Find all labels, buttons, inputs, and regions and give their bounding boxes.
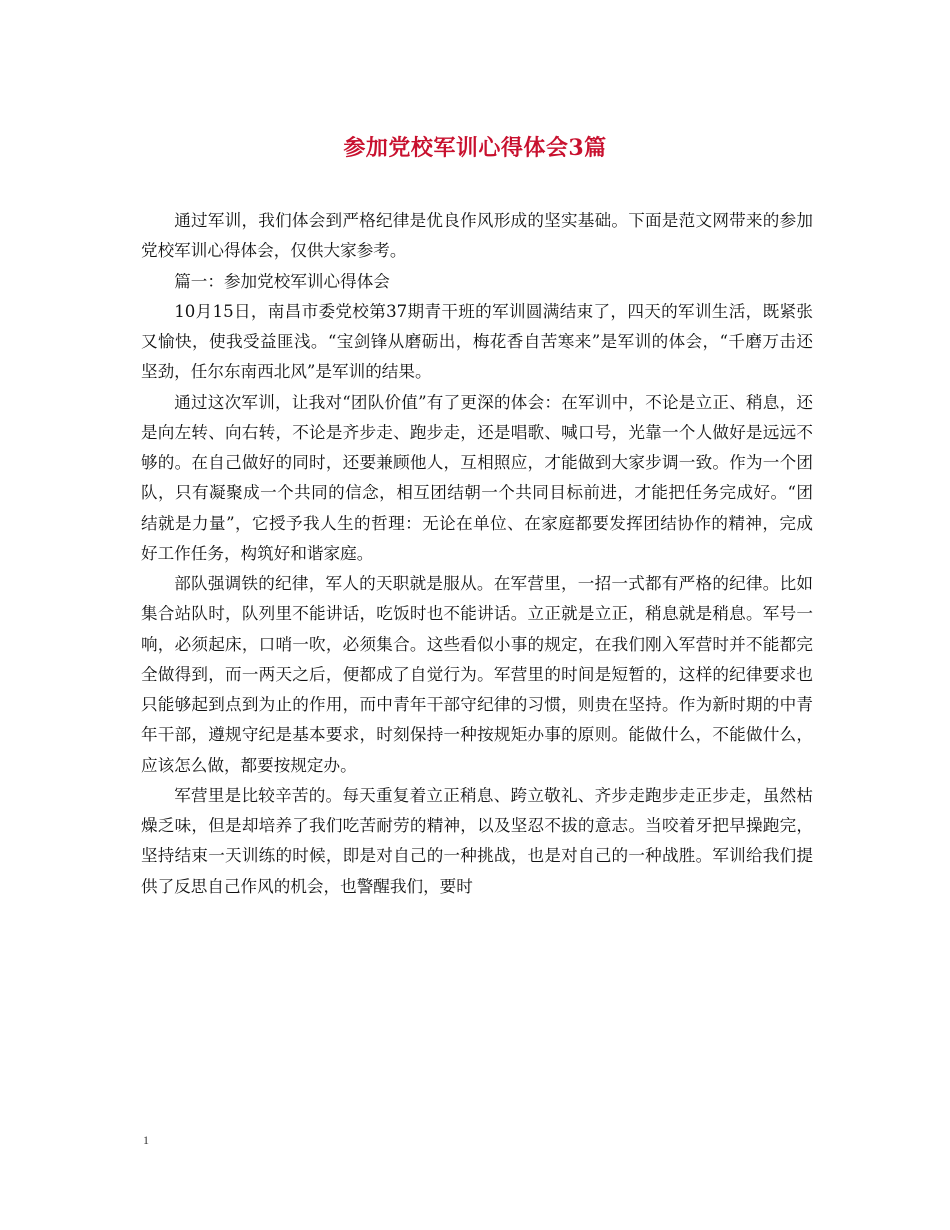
body-paragraph: 军营里是比较辛苦的。每天重复着立正稍息、跨立敬礼、齐步走跑步走正步走，虽然枯燥乏味，但是却培养了我们吃苦耐劳的精神，以及坚忍不拔的意志。当咬着牙把早操跑完，坚持结束一天训练的时候，即是对自己的一种挑战，也是对自己的一种战胜。军训给我们提供了反思自己作风的机会，也警醒我们，要时 (141, 785, 813, 896)
page-number: 1 (143, 1133, 149, 1147)
section-heading: 篇一：参加党校军训心得体会 (174, 271, 390, 291)
document-body (141, 206, 813, 902)
body-paragraph: 通过这次军训，让我对“团队价值”有了更深的体会：在军训中，不论是立正、稍息，还是向左转、向右转，不论是齐步走、跑步走，还是唱歌、喊口号，光靠一个人做好是远远不够的。在自己做好的同时，还要兼顾他人，互相照应，才能做到大家步调一致。作为一个团队，只有凝聚成一个共同的信念，相互团结朝一个共同目标前进，才能把任务完成好。“团结就是力量”，它授予我人生的哲理：无论在单位、在家庭都要发挥团结协作的精神，完成好工作任务，构筑好和谐家庭。 (141, 392, 813, 563)
body-paragraph: 部队强调铁的纪律，军人的天职就是服从。在军营里，一招一式都有严格的纪律。比如集合站队时，队列里不能讲话，吃饭时也不能讲话。立正就是立正，稍息就是稍息。军号一响，必须起床，口哨一吹，必须集合。这些看似小事的规定，在我们刚入军营时并不能都完全做得到，而一两天之后，便都成了自觉行为。军营里的时间是短暂的，这样的纪律要求也只能够起到点到为止的作用，而中青年干部守纪律的习惯，则贵在坚持。作为新时期的中青年干部，遵规守纪是基本要求，时刻保持一种按规矩办事的原则。能做什么，不能做什么，应该怎么做，都要按规定办。 (141, 574, 813, 775)
intro-paragraph: 通过军训，我们体会到严格纪律是优良作风形成的坚实基础。下面是范文网带来的参加党校军训心得体会，仅供大家参考。 (141, 211, 813, 261)
document-title: 参加党校军训心得体会3篇 (343, 135, 607, 161)
body-paragraph: 10月15日，南昌市委党校第37期青干班的军训圆满结束了，四天的军训生活，既紧张又愉快，使我受益匪浅。“宝剑锋从磨砺出，梅花香自苦寒来”是军训的体会，“千磨万击还坚劲，任尔东南西北风”是军训的结果。 (141, 301, 813, 382)
